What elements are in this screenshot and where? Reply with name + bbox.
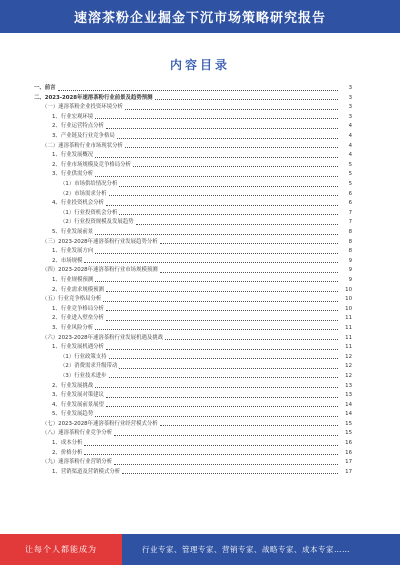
- toc-leader-dots: [155, 98, 339, 100]
- toc-leader-dots: [95, 328, 338, 330]
- toc-entry-text: 一、前言: [34, 85, 56, 92]
- toc-page-number: 12: [345, 372, 352, 379]
- toc-entry-text: 2、行业进入壁垒分析: [52, 315, 104, 322]
- toc-entry[interactable]: [34, 360, 352, 370]
- toc-entry-text: 2、行业运营特点分析: [52, 123, 104, 130]
- toc-entry[interactable]: [34, 466, 352, 476]
- toc-entry-text: （2）消费需求升级带动: [60, 363, 118, 370]
- toc-entry-text: 3、行业发展对策建议: [52, 392, 104, 399]
- toc-leader-dots: [160, 242, 338, 244]
- toc-leader-dots: [95, 386, 338, 388]
- toc-entry[interactable]: [34, 399, 352, 409]
- toc-page-number: 15: [345, 420, 352, 427]
- toc-entry[interactable]: [34, 293, 352, 303]
- toc-leader-dots: [125, 108, 338, 110]
- toc-page-number: 16: [345, 449, 352, 456]
- toc-page-number: 5: [348, 181, 352, 188]
- toc-page-number: 16: [345, 440, 352, 447]
- toc-leader-dots: [106, 396, 338, 398]
- toc-entry-text: （2）行业投资规模及发展趋势: [60, 219, 134, 226]
- toc-page-number: 12: [345, 363, 352, 370]
- toc-entry[interactable]: [34, 312, 352, 322]
- toc-leader-dots: [95, 415, 338, 417]
- toc-entry[interactable]: [34, 255, 352, 265]
- toc-leader-dots: [109, 194, 338, 196]
- toc-entry-text: （3）行业技术进步: [60, 372, 107, 379]
- toc-entry[interactable]: [34, 283, 352, 293]
- toc-entry-text: （1）行业投资机会分析: [60, 209, 118, 216]
- toc-leader-dots: [119, 185, 338, 187]
- toc-entry-text: （1）行业政策支持: [60, 353, 107, 360]
- toc-entry-text: 1、营销渠道及营销模式分析: [52, 468, 121, 475]
- toc-entry[interactable]: [34, 197, 352, 207]
- toc-leader-dots: [109, 357, 338, 359]
- report-title: 速溶茶粉企业掘金下沉市场策略研究报告: [73, 11, 326, 26]
- toc-entry[interactable]: [34, 120, 352, 130]
- toc-page-number: 6: [348, 190, 352, 197]
- toc-leader-dots: [125, 146, 338, 148]
- toc-leader-dots: [106, 405, 338, 407]
- toc-entry[interactable]: [34, 447, 352, 457]
- toc-page-number: 4: [348, 133, 352, 140]
- toc-page-number: 3: [348, 113, 352, 120]
- toc-entry[interactable]: [34, 322, 352, 332]
- toc-entry[interactable]: [34, 437, 352, 447]
- toc-leader-dots: [58, 89, 338, 91]
- toc-entry[interactable]: [34, 264, 352, 274]
- contents-heading: 内容目录: [169, 58, 230, 72]
- toc-leader-dots: [160, 424, 338, 426]
- toc-entry-text: （2）市场需求分析: [60, 190, 107, 197]
- toc-entry-text: 1、行业发展机遇分析: [52, 344, 104, 351]
- toc-page-number: 8: [348, 248, 352, 255]
- toc-page-number: 5: [348, 161, 352, 168]
- toc-entry-text: 二、2023-2028年速溶茶粉行业前景及趋势预测: [34, 94, 153, 101]
- toc-page-number: 12: [345, 353, 352, 360]
- toc-entry[interactable]: [34, 168, 352, 178]
- toc-entry[interactable]: [34, 140, 352, 150]
- toc-entry-text: 3、行业供需分析: [52, 171, 94, 178]
- toc-entry[interactable]: [34, 226, 352, 236]
- toc-leader-dots: [109, 376, 338, 378]
- toc-entry-text: （五）行业竞争格局分析: [42, 296, 102, 303]
- toc-entry[interactable]: [34, 101, 352, 111]
- toc-entry[interactable]: [34, 188, 352, 198]
- toc-leader-dots: [114, 463, 338, 465]
- toc-entry[interactable]: [34, 379, 352, 389]
- toc-leader-dots: [95, 280, 338, 282]
- toc-entry-text: 1、行业竞争格局分析: [52, 305, 104, 312]
- toc-page-number: 4: [348, 123, 352, 130]
- toc-page-number: 9: [348, 267, 352, 274]
- toc-entry-text: （二）速溶茶粉行业市场现状分析: [42, 142, 123, 149]
- toc-page-number: 6: [348, 200, 352, 207]
- toc-entry[interactable]: [34, 341, 352, 351]
- toc-entry-text: 2、行业发展挑战: [52, 382, 94, 389]
- toc-leader-dots: [95, 252, 338, 254]
- report-header-bar: [0, 0, 400, 33]
- toc-page-number: 9: [348, 276, 352, 283]
- toc-entry-text: 3、产业链及行业竞争格局: [52, 133, 115, 140]
- toc-leader-dots: [114, 434, 338, 436]
- toc-entry[interactable]: [34, 418, 352, 428]
- toc-entry-text: 2、行业市场规模及竞争格局分析: [52, 161, 131, 168]
- toc-entry[interactable]: [34, 236, 352, 246]
- toc-entry-text: 3、行业风险分析: [52, 324, 94, 331]
- toc-entry-text: （六）2023-2028年速溶茶粉行业发展机遇及挑战: [42, 334, 164, 341]
- toc-leader-dots: [106, 127, 338, 129]
- toc-entry[interactable]: [34, 389, 352, 399]
- footer-bar: [0, 534, 400, 565]
- toc-entry[interactable]: [34, 274, 352, 284]
- toc-entry-text: （九）速溶茶粉行业营销分析: [42, 459, 113, 466]
- toc-entry-text: 4、行业发展前景展望: [52, 401, 104, 408]
- toc-entry[interactable]: [34, 370, 352, 380]
- toc-entry[interactable]: [34, 351, 352, 361]
- toc-page-number: 15: [345, 430, 352, 437]
- toc-page-number: 17: [345, 459, 352, 466]
- toc-leader-dots: [106, 290, 338, 292]
- toc-page-number: 11: [345, 334, 352, 341]
- toc-page-number: 3: [348, 94, 352, 101]
- toc-entry[interactable]: [34, 207, 352, 217]
- toc-leader-dots: [160, 271, 338, 273]
- toc-page-number: 8: [348, 229, 352, 235]
- toc-entry[interactable]: [34, 427, 352, 437]
- toc-leader-dots: [106, 348, 338, 350]
- toc-entry[interactable]: [34, 331, 352, 341]
- toc-leader-dots: [106, 319, 338, 321]
- toc-leader-dots: [136, 223, 338, 225]
- toc-page-number: 7: [348, 219, 352, 226]
- toc-leader-dots: [119, 367, 338, 369]
- toc-page-number: 11: [345, 344, 352, 351]
- toc-leader-dots: [84, 444, 338, 446]
- toc-leader-dots: [117, 137, 338, 139]
- toc-entry-text: （三）2023-2028年速溶茶粉行业发展趋势分析: [42, 238, 158, 245]
- footer-slogan: 让每个人都能成为: [0, 534, 122, 565]
- toc-leader-dots: [106, 309, 338, 311]
- toc-page-number: 10: [345, 296, 352, 303]
- toc-entry[interactable]: [34, 159, 352, 169]
- toc-page-number: 10: [345, 305, 352, 312]
- toc-entry-text: 5、行业发展前景: [52, 229, 94, 235]
- toc-entry-text: （八）速溶茶粉行业竞争分析: [42, 430, 113, 437]
- toc-entry-text: （一）速溶茶粉企业投资环境分析: [42, 104, 123, 111]
- table-of-contents: [34, 82, 352, 475]
- toc-entry[interactable]: [34, 216, 352, 226]
- toc-leader-dots: [95, 233, 338, 235]
- toc-leader-dots: [84, 453, 338, 455]
- toc-entry-text: 1、行业规模预测: [52, 276, 94, 283]
- toc-entry[interactable]: [34, 92, 352, 102]
- toc-entry[interactable]: [34, 245, 352, 255]
- toc-page-number: 11: [345, 315, 352, 322]
- toc-entry-text: （七）2023-2028年速溶茶粉行业经营模式分析: [42, 420, 158, 427]
- toc-entry[interactable]: [34, 303, 352, 313]
- toc-page-number: 5: [348, 171, 352, 178]
- toc-entry-text: （四）2023-2028年速溶茶粉行业市场规模预测: [42, 267, 158, 274]
- toc-leader-dots: [122, 472, 338, 474]
- toc-entry-text: 1、行业发展概况: [52, 152, 94, 159]
- toc-entry[interactable]: [34, 408, 352, 418]
- toc-page-number: 3: [348, 104, 352, 111]
- toc-leader-dots: [133, 165, 338, 167]
- toc-page-number: 13: [345, 382, 352, 389]
- toc-entry-text: 5、行业发展趋势: [52, 411, 94, 418]
- toc-entry-text: （1）市场供给情况分析: [60, 181, 118, 188]
- toc-entry[interactable]: [34, 149, 352, 159]
- toc-page-number: 9: [348, 257, 352, 264]
- toc-page-number: 13: [345, 392, 352, 399]
- toc-entry-text: 1、行业发展方向: [52, 248, 94, 255]
- toc-leader-dots: [84, 261, 338, 263]
- toc-leader-dots: [165, 338, 338, 340]
- toc-entry-text: 1、行业宏观环境: [52, 113, 94, 120]
- toc-page-number: 10: [345, 286, 352, 293]
- toc-page-number: 4: [348, 152, 352, 159]
- toc-leader-dots: [119, 213, 338, 215]
- toc-entry[interactable]: [34, 82, 352, 92]
- toc-page-number: 14: [345, 411, 352, 418]
- toc-leader-dots: [106, 204, 338, 206]
- toc-page-number: 3: [348, 85, 352, 92]
- toc-entry-text: 2、价格分析: [52, 449, 83, 456]
- toc-page-number: 14: [345, 401, 352, 408]
- toc-entry-text: 1、成本分析: [52, 440, 83, 447]
- toc-entry-text: 2、行业需求规模预测: [52, 286, 104, 293]
- toc-leader-dots: [95, 175, 338, 177]
- toc-entry-text: 2、市场规模: [52, 257, 83, 264]
- toc-leader-dots: [95, 156, 338, 158]
- toc-page-number: 8: [348, 238, 352, 245]
- toc-page-number: 4: [348, 142, 352, 149]
- toc-page-number: 11: [345, 324, 352, 331]
- toc-entry[interactable]: [34, 178, 352, 188]
- toc-entry[interactable]: [34, 456, 352, 466]
- toc-leader-dots: [95, 117, 338, 119]
- toc-leader-dots: [103, 300, 338, 302]
- toc-page-number: 7: [348, 209, 352, 216]
- toc-entry[interactable]: [34, 130, 352, 140]
- toc-page-number: 17: [345, 468, 352, 475]
- toc-entry-text: 4、行业投资机会分析: [52, 200, 104, 207]
- footer-tagline: 行业专家、管理专家、营销专家、战略专家、成本专家……: [122, 534, 400, 565]
- toc-entry[interactable]: [34, 111, 352, 121]
